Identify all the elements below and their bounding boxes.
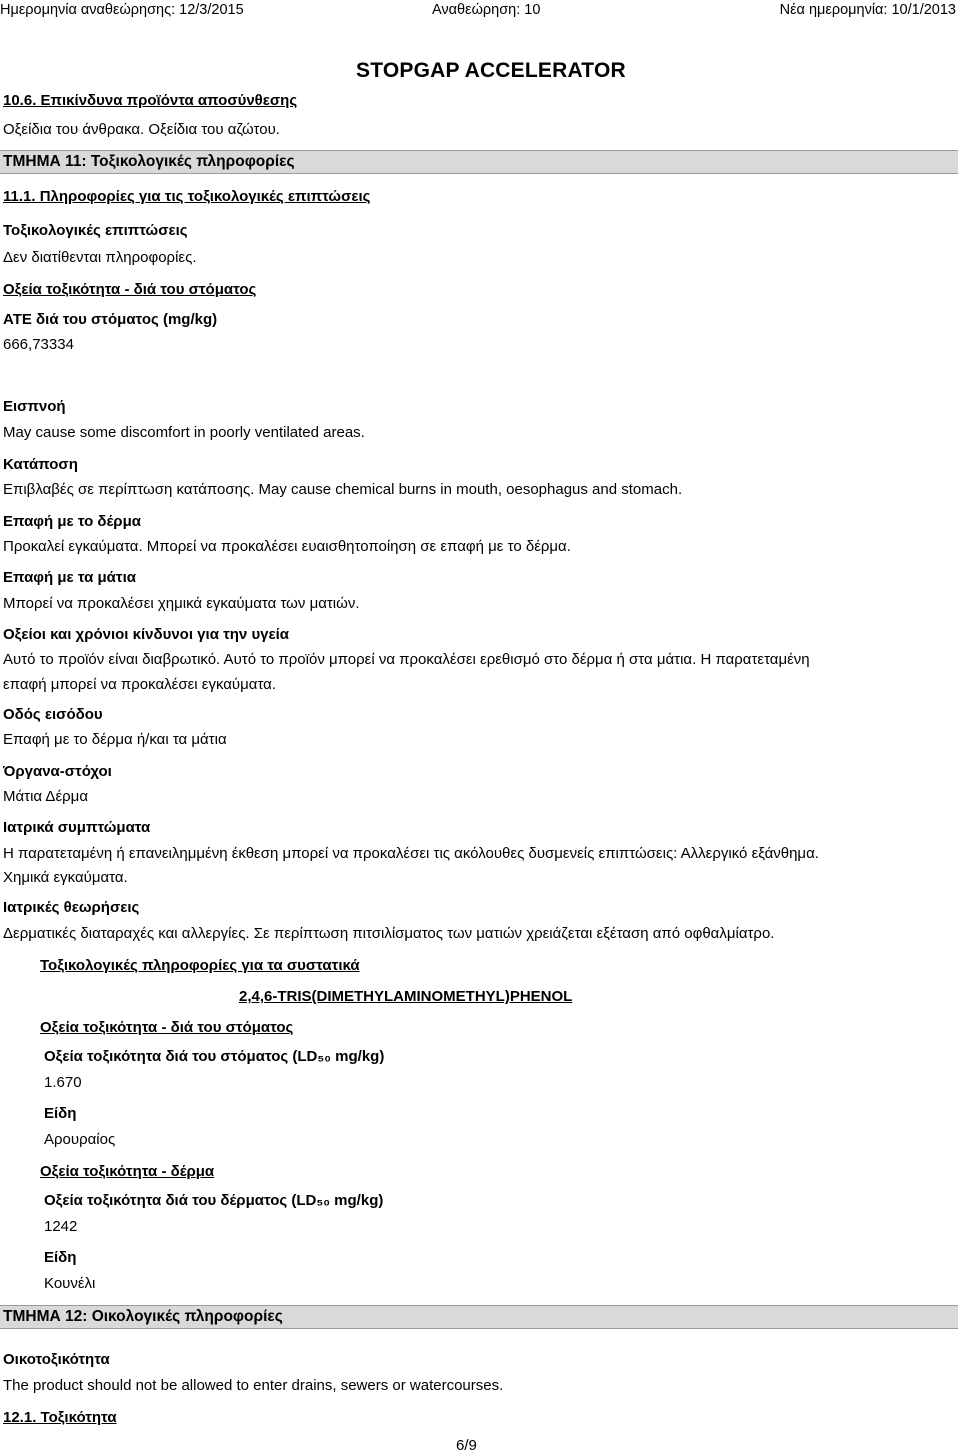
component-ld50-dermal-label: Οξεία τοξικότητα διά του δέρματος (LD₅₀ mg/kg) <box>44 1192 384 1209</box>
acute-oral-heading: Οξεία τοξικότητα - διά του στόματος <box>3 281 257 298</box>
eye-contact-label: Επαφή με τα μάτια <box>3 569 136 586</box>
document-header <box>0 0 960 18</box>
page-number: 6/9 <box>456 1437 477 1454</box>
component-name: 2,4,6-TRIS(DIMETHYLAMINOMETHYL)PHENOL <box>239 988 573 1005</box>
new-date: Νέα ημερομηνία: 10/1/2013 <box>779 2 956 18</box>
ate-oral-label: ATE διά του στόματος (mg/kg) <box>3 311 218 328</box>
skin-contact-text: Προκαλεί εγκαύματα. Μπορεί να προκαλέσει ευαισθητοποίηση σε επαφή με το δέρμα. <box>3 538 571 555</box>
target-organs-text: Μάτια Δέρμα <box>3 788 88 805</box>
component-acute-oral-heading: Οξεία τοξικότητα - διά του στόματος <box>40 1019 294 1036</box>
acute-chronic-label: Οξείοι και χρόνιοι κίνδυνοι για την υγεία <box>3 626 290 643</box>
product-name: STOPGAP ACCELERATOR <box>356 59 626 82</box>
tox-effects-text: Δεν διατίθενται πληροφορίες. <box>3 249 197 266</box>
heading-12-1: 12.1. Τοξικότητα <box>3 1409 117 1426</box>
revision-date: Ημερομηνία αναθεώρησης: 12/3/2015 <box>0 2 244 18</box>
medical-symptoms-text-1: Η παρατεταμένη ή επανειλημμένη έκθεση μπορεί να προκαλέσει τις ακόλουθες δυσμενείς επιπτώσεις: Αλλεργικό εξάνθημα. <box>3 845 819 862</box>
route-of-entry-text: Επαφή με το δέρμα ή/και τα μάτια <box>3 731 227 748</box>
inhalation-label: Εισπνοή <box>3 398 66 415</box>
component-oral-species-label: Είδη <box>44 1105 77 1122</box>
components-tox-heading: Τοξικολογικές πληροφορίες για τα συστατικά <box>40 957 360 974</box>
ecotoxicity-label: Οικοτοξικότητα <box>3 1351 110 1368</box>
medical-considerations-label: Ιατρικές θεωρήσεις <box>3 899 140 916</box>
ecotoxicity-text: The product should not be allowed to enter drains, sewers or watercourses. <box>3 1377 504 1394</box>
acute-chronic-text-1: Αυτό το προϊόν είναι διαβρωτικό. Αυτό το προϊόν μπορεί να προκαλέσει ερεθισμό στο δέρμα ή στα μάτια. Η παρατεταμένη <box>3 651 810 668</box>
decomposition-products: Οξείδια του άνθρακα. Οξείδια του αζώτου. <box>3 121 280 138</box>
component-dermal-species-label: Είδη <box>44 1249 77 1266</box>
inhalation-text: May cause some discomfort in poorly ventilated areas. <box>3 424 365 441</box>
ingestion-label: Κατάποση <box>3 456 78 473</box>
section-12-title: ΤΜΗΜΑ 12: Οικολογικές πληροφορίες <box>3 1308 283 1325</box>
heading-11-1: 11.1. Πληροφορίες για τις τοξικολογικές επιπτώσεις <box>3 188 371 205</box>
tox-effects-label: Τοξικολογικές επιπτώσεις <box>3 222 188 239</box>
medical-symptoms-text-2: Χημικά εγκαύματα. <box>3 869 128 886</box>
eye-contact-text: Μπορεί να προκαλέσει χημικά εγκαύματα των ματιών. <box>3 595 360 612</box>
component-acute-dermal-heading: Οξεία τοξικότητα - δέρμα <box>40 1163 215 1180</box>
component-ld50-oral-value: 1.670 <box>44 1074 82 1091</box>
heading-10-6: 10.6. Επικίνδυνα προϊόντα αποσύνθεσης <box>3 92 298 109</box>
skin-contact-label: Επαφή με το δέρμα <box>3 513 141 530</box>
medical-considerations-text: Δερματικές διαταραχές και αλλεργίες. Σε περίπτωση πιτσιλίσματος των ματιών χρειάζεται εξέταση από οφθαλμίατρο. <box>3 925 775 942</box>
component-dermal-species: Κουνέλι <box>44 1275 96 1292</box>
target-organs-label: Όργανα-στόχοι <box>3 763 112 780</box>
ingestion-text: Επιβλαβές σε περίπτωση κατάποσης. May cause chemical burns in mouth, oesophagus and stomach. <box>3 481 683 498</box>
revision-number: Αναθεώρηση: 10 <box>432 2 541 18</box>
medical-symptoms-label: Ιατρικά συμπτώματα <box>3 819 151 836</box>
component-oral-species: Αρουραίος <box>44 1131 116 1148</box>
ate-oral-value: 666,73334 <box>3 336 74 353</box>
component-ld50-dermal-value: 1242 <box>44 1218 78 1235</box>
route-of-entry-label: Οδός εισόδου <box>3 706 103 723</box>
section-11-title: ΤΜΗΜΑ 11: Τοξικολογικές πληροφορίες <box>3 153 295 170</box>
component-ld50-oral-label: Οξεία τοξικότητα διά του στόματος (LD₅₀ mg/kg) <box>44 1048 385 1065</box>
acute-chronic-text-2: επαφή μπορεί να προκαλέσει εγκαύματα. <box>3 676 277 693</box>
